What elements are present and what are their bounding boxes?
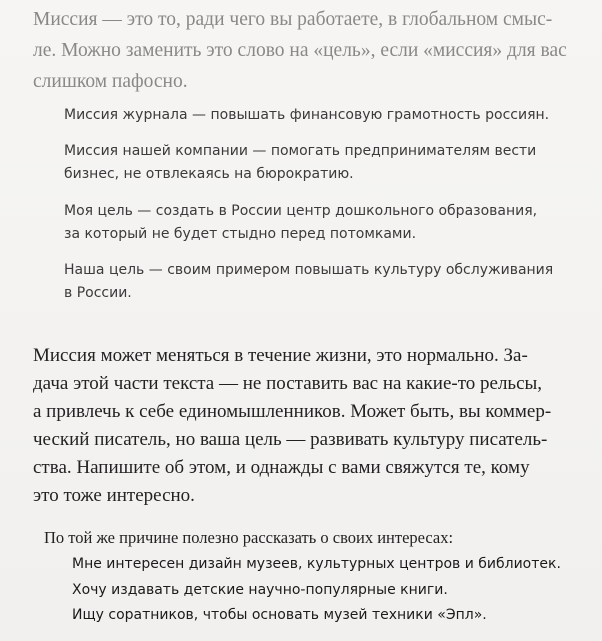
example-line: Наша цель — своим примером повышать культуру обслуживания [64, 262, 554, 278]
example-line: Моя цель — создать в России центр дошкольного образования, [64, 203, 538, 219]
body-line: ческий писатель, но ваша цель — развивать культуру писатель- [33, 429, 548, 450]
body-line: а привлечь к себе единомышленников. Может быть, вы коммер- [33, 401, 552, 422]
body-line: дача этой части текста — не поставить вас на какие-то рельсы, [33, 373, 543, 394]
intro-line: ле. Можно заменить это слово на «цель», если «миссия» для вас [33, 40, 567, 61]
body-line: это тоже интересно. [33, 485, 195, 506]
example-line: Миссия нашей компании — помогать предпринимателям вести [64, 143, 537, 159]
interest-line: Хочу издавать детские научно-популярные книги. [72, 582, 448, 598]
example-line: бизнес, не отвлекаясь на бюрократию. [64, 166, 354, 182]
body-line: Миссия может меняться в течение жизни, это нормально. За- [33, 345, 528, 366]
interest-line: Мне интересен дизайн музеев, культурных центров и библиотек. [72, 556, 561, 572]
interest-line: Ищу соратников, чтобы основать музей техники «Эпл». [72, 607, 487, 623]
interests-lead: По той же причине полезно рассказать о своих интересах: [44, 528, 454, 547]
intro-line: слишком пафосно. [33, 71, 188, 92]
example-line: за который не будет стыдно перед потомками. [64, 226, 417, 242]
body-line: ства. Напишите об этом, и однажды с вами свяжутся те, кому [33, 457, 530, 478]
example-line: Миссия журнала — повышать финансовую грамотность россиян. [64, 107, 550, 123]
intro-line: Миссия — это то, ради чего вы работаете, в глобальном смыс- [33, 9, 553, 30]
example-line: в России. [64, 285, 132, 301]
